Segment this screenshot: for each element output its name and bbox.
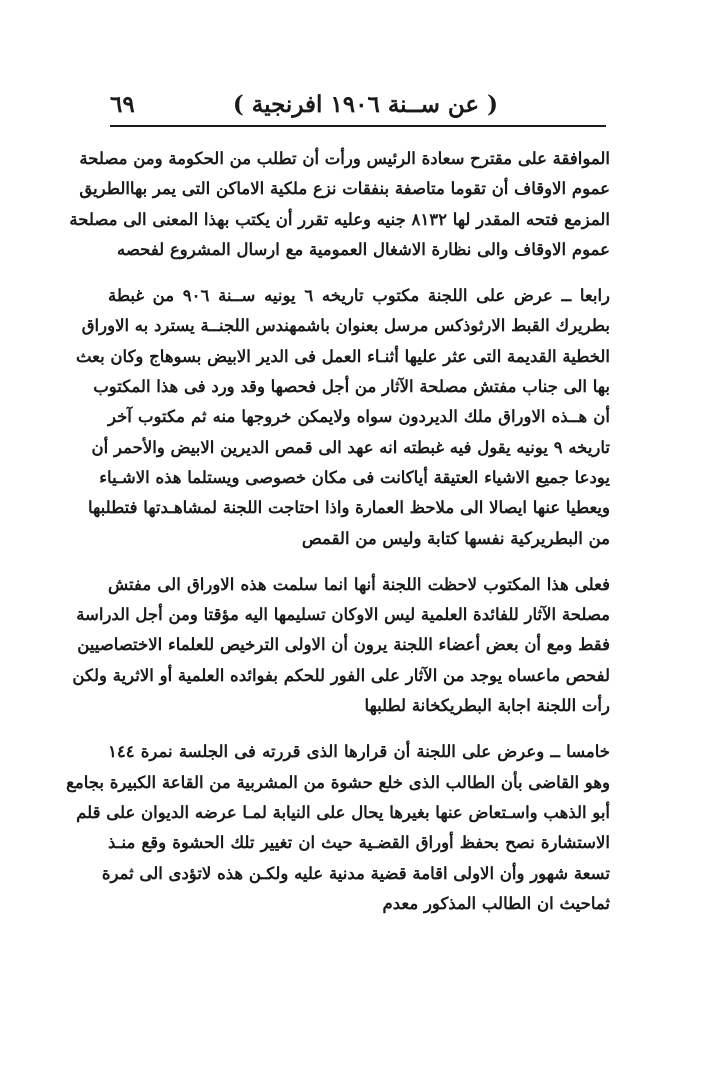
text-line: بطريرك القبط الارثوذكس مرسل بعنوان باشمهندس اللجنــة يسترد به الاوراق xyxy=(81,316,610,336)
text-line: فقط ومع أن بعض أعضاء اللجنة يرون أن الاولى الترخيص للعلماء الاختصاصيين xyxy=(77,635,610,655)
text-line: مصلحة الآثار للفائدة العلمية ليس الاوكان تسليمها اليه مؤقتا ومن أجل الدراسة xyxy=(76,605,610,625)
text-line: الاستشارة نصح بحفظ أوراق القضـية حيث ان تغيير تلك الحشوة وقع منـذ xyxy=(108,833,610,853)
page-number: ٦٩ xyxy=(110,91,135,118)
text-line: خامسا ــ وعرض على اللجنة أن قرارها الذى قررته فى الجلسة نمرة ١٤٤ xyxy=(108,742,610,762)
text-line: أبو الذهب واسـتعاض عنها بغيرها يحال على النيابة لمـا عرضه الديوان على قلم xyxy=(76,802,610,822)
text-line: عموم الاوقاف أن تقوما متاصفة بنفقات نزع ملكية الاماكن التى يمر بهاالطريق xyxy=(79,179,610,199)
paragraph-2 xyxy=(75,281,610,554)
text-line: تاريخه ٩ يونيه يقول فيه غبطته انه عهد الى قمص الديرين الابيض والأحمر أن xyxy=(91,437,610,457)
text-line: فعلى هذا المكتوب لاحظت اللجنة أنها انما سلمت هذه الاوراق الى مفتش xyxy=(108,574,610,594)
text-line: الخطية القديمة التى عثر عليها أثنـاء العمل فى الدير الابيض بسوهاج وكان بعث xyxy=(75,346,610,366)
text-line: لفحص ماعساه يوجد من الآثار على الفور للحكم بفوائده العلمية أو الاثرية ولكن xyxy=(72,665,610,685)
paragraph-gap xyxy=(108,554,610,570)
header-rule xyxy=(110,125,606,127)
paragraph-4 xyxy=(66,737,610,919)
text-line: ويعطيا عنها ايصالا الى ملاحظ العمارة واذا احتاجت اللجنة لمشاهـدتها فتطلبها xyxy=(88,498,610,518)
text-line: الموافقة على مقترح سعادة الرئيس ورأت أن تطلب من الحكومة ومن مصلحة xyxy=(79,149,610,168)
paragraph-3 xyxy=(72,570,610,721)
text-line: المزمع فتحه المقدر لها ٨١٣٢ جنيه وعليه تقرر أن يكتب بهذا المعنى الى مصلحة xyxy=(69,209,610,229)
paragraph-gap xyxy=(108,265,610,281)
body-text xyxy=(66,144,610,919)
text-line: تسعة شهور وأن الاولى اقامة قضية مدنية عليه ولكـن هذه لاتؤدى الى ثمرة xyxy=(101,863,610,883)
text-line: بها الى جناب مفتش مصلحة الآثار من أجل فحصها وقد ورد فى هذا المكتوب xyxy=(93,377,610,397)
text-line: رابعا ــ عرض على اللجنة مكتوب تاريخه ٦ يونيه ســنة ٩٠٦ من غبطة xyxy=(108,286,610,306)
text-line: أن هــذه الاوراق ملك الديردون سواه ولايمكن خروجها منه ثم مكتوب آخر xyxy=(108,407,610,427)
running-head xyxy=(108,88,608,124)
text-line: عموم الاوقاف والى نظارة الاشغال العمومية مع ارسال المشروع لفحصه xyxy=(117,239,610,259)
text-line: يودعا جميع الاشياء العتيقة أياكانت فى مكان خصوصى ويستلما هذه الاشـياء xyxy=(99,467,610,487)
text-line: من البطريركية نفسها كتابة وليس من القمص xyxy=(301,528,610,548)
text-line: وهو القاضى بأن الطالب الذى خلع حشوة من المشربية من القاعة الكبيرة بجامع xyxy=(66,772,610,792)
paragraph-1 xyxy=(69,144,610,265)
running-title: ( عن ســنة ١٩٠٦ افرنجية ) xyxy=(232,91,498,118)
paragraph-gap xyxy=(108,721,610,737)
text-line: ثماحيث ان الطالب المذكور معدم xyxy=(382,893,610,913)
text-line: رأت اللجنة اجابة البطريكخانة لطلبها xyxy=(364,696,610,716)
